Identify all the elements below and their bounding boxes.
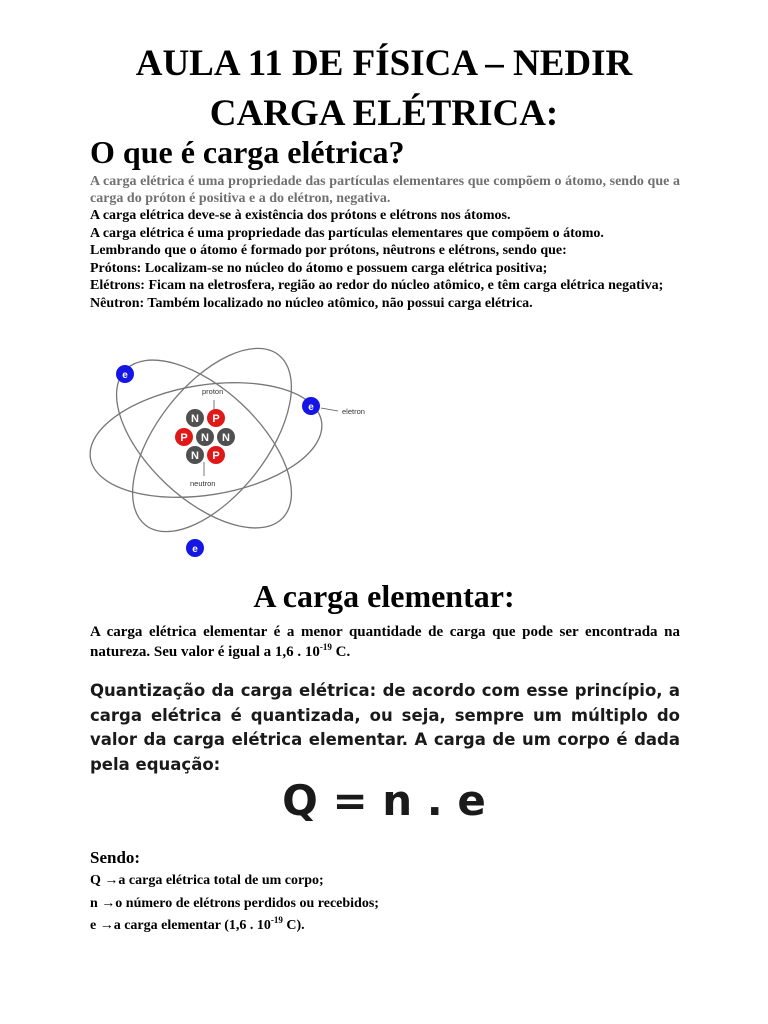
nucleon-symbol: P	[180, 432, 188, 444]
existence-paragraph: A carga elétrica deve-se à existência dos prótons e elétrons nos átomos.	[90, 208, 511, 223]
nucleon-symbol: N	[191, 450, 199, 462]
body-line: Elétrons: Ficam na eletrosfera, região ao redor do núcleo atômico, e têm carga elétrica negativa;	[90, 278, 664, 294]
definition-e-text: e →a carga elementar (1,6 . 10	[90, 918, 271, 933]
proton-label: proton	[202, 387, 224, 396]
title-line-1: AULA 11 DE FÍSICA – NEDIR	[135, 43, 633, 84]
elementary-text: A carga elétrica elementar é a menor quantidade de carga que pode ser encontrada na natureza. Seu valor é igual a 1,6 . 10	[90, 624, 680, 660]
nucleon-symbol: N	[201, 432, 209, 444]
electron-label: eletron	[342, 407, 365, 416]
neutron-label: neutron	[190, 479, 216, 488]
exponent: -19	[270, 915, 283, 925]
body-line: Lembrando que o átomo é formado por prótons, nêutrons e elétrons, sendo que:	[90, 243, 567, 259]
electron-symbol: e	[308, 402, 314, 413]
exponent: -19	[319, 642, 332, 652]
body-line: Nêutron: Também localizado no núcleo atômico, não possui carga elétrica.	[90, 295, 533, 311]
intro-paragraph: A carga elétrica é uma propriedade das partículas elementares que compõem o átomo, sendo que a carga do próton é positiva e a do elétron, negativa.	[90, 174, 680, 207]
equation: Q = n . e	[282, 776, 486, 825]
nucleon-symbol: P	[212, 450, 220, 462]
definition-q: Q →a carga elétrica total de um corpo;	[90, 873, 324, 888]
title-line-2: CARGA ELÉTRICA:	[209, 93, 559, 134]
electron-symbol: e	[122, 370, 128, 381]
definition-n: n →o número de elétrons perdidos ou recebidos;	[90, 896, 379, 911]
nucleon-symbol: N	[191, 413, 199, 425]
sendo-label: Sendo:	[90, 848, 141, 867]
body-line: A carga elétrica é uma propriedade das partículas elementares que compõem o átomo.	[90, 226, 604, 241]
nucleon-symbol: N	[222, 432, 230, 444]
electron-symbol: e	[192, 544, 198, 555]
elementary-unit: C.	[331, 644, 351, 660]
body-line: Prótons: Localizam-se no núcleo do átomo e possuem carga elétrica positiva;	[90, 260, 548, 276]
nucleus	[175, 400, 235, 476]
quantization-paragraph: Quantização da carga elétrica: de acordo com esse princípio, a carga elétrica é quantizada, ou seja, sempre um múltiplo do valor da carga elétrica elementar. A carga de um corpo é dada pela equação:	[90, 681, 680, 774]
electron-pointer	[321, 408, 338, 411]
section-heading-elementary-charge: A carga elementar:	[253, 578, 515, 614]
definition-e	[90, 915, 305, 934]
atom-diagram	[86, 326, 386, 566]
elementary-charge-paragraph	[90, 622, 680, 662]
section-heading-what-is-charge: O que é carga elétrica?	[90, 134, 405, 170]
nucleon-symbol: P	[212, 413, 220, 425]
particles-description	[90, 225, 680, 312]
definition-e-unit: C).	[282, 918, 305, 933]
